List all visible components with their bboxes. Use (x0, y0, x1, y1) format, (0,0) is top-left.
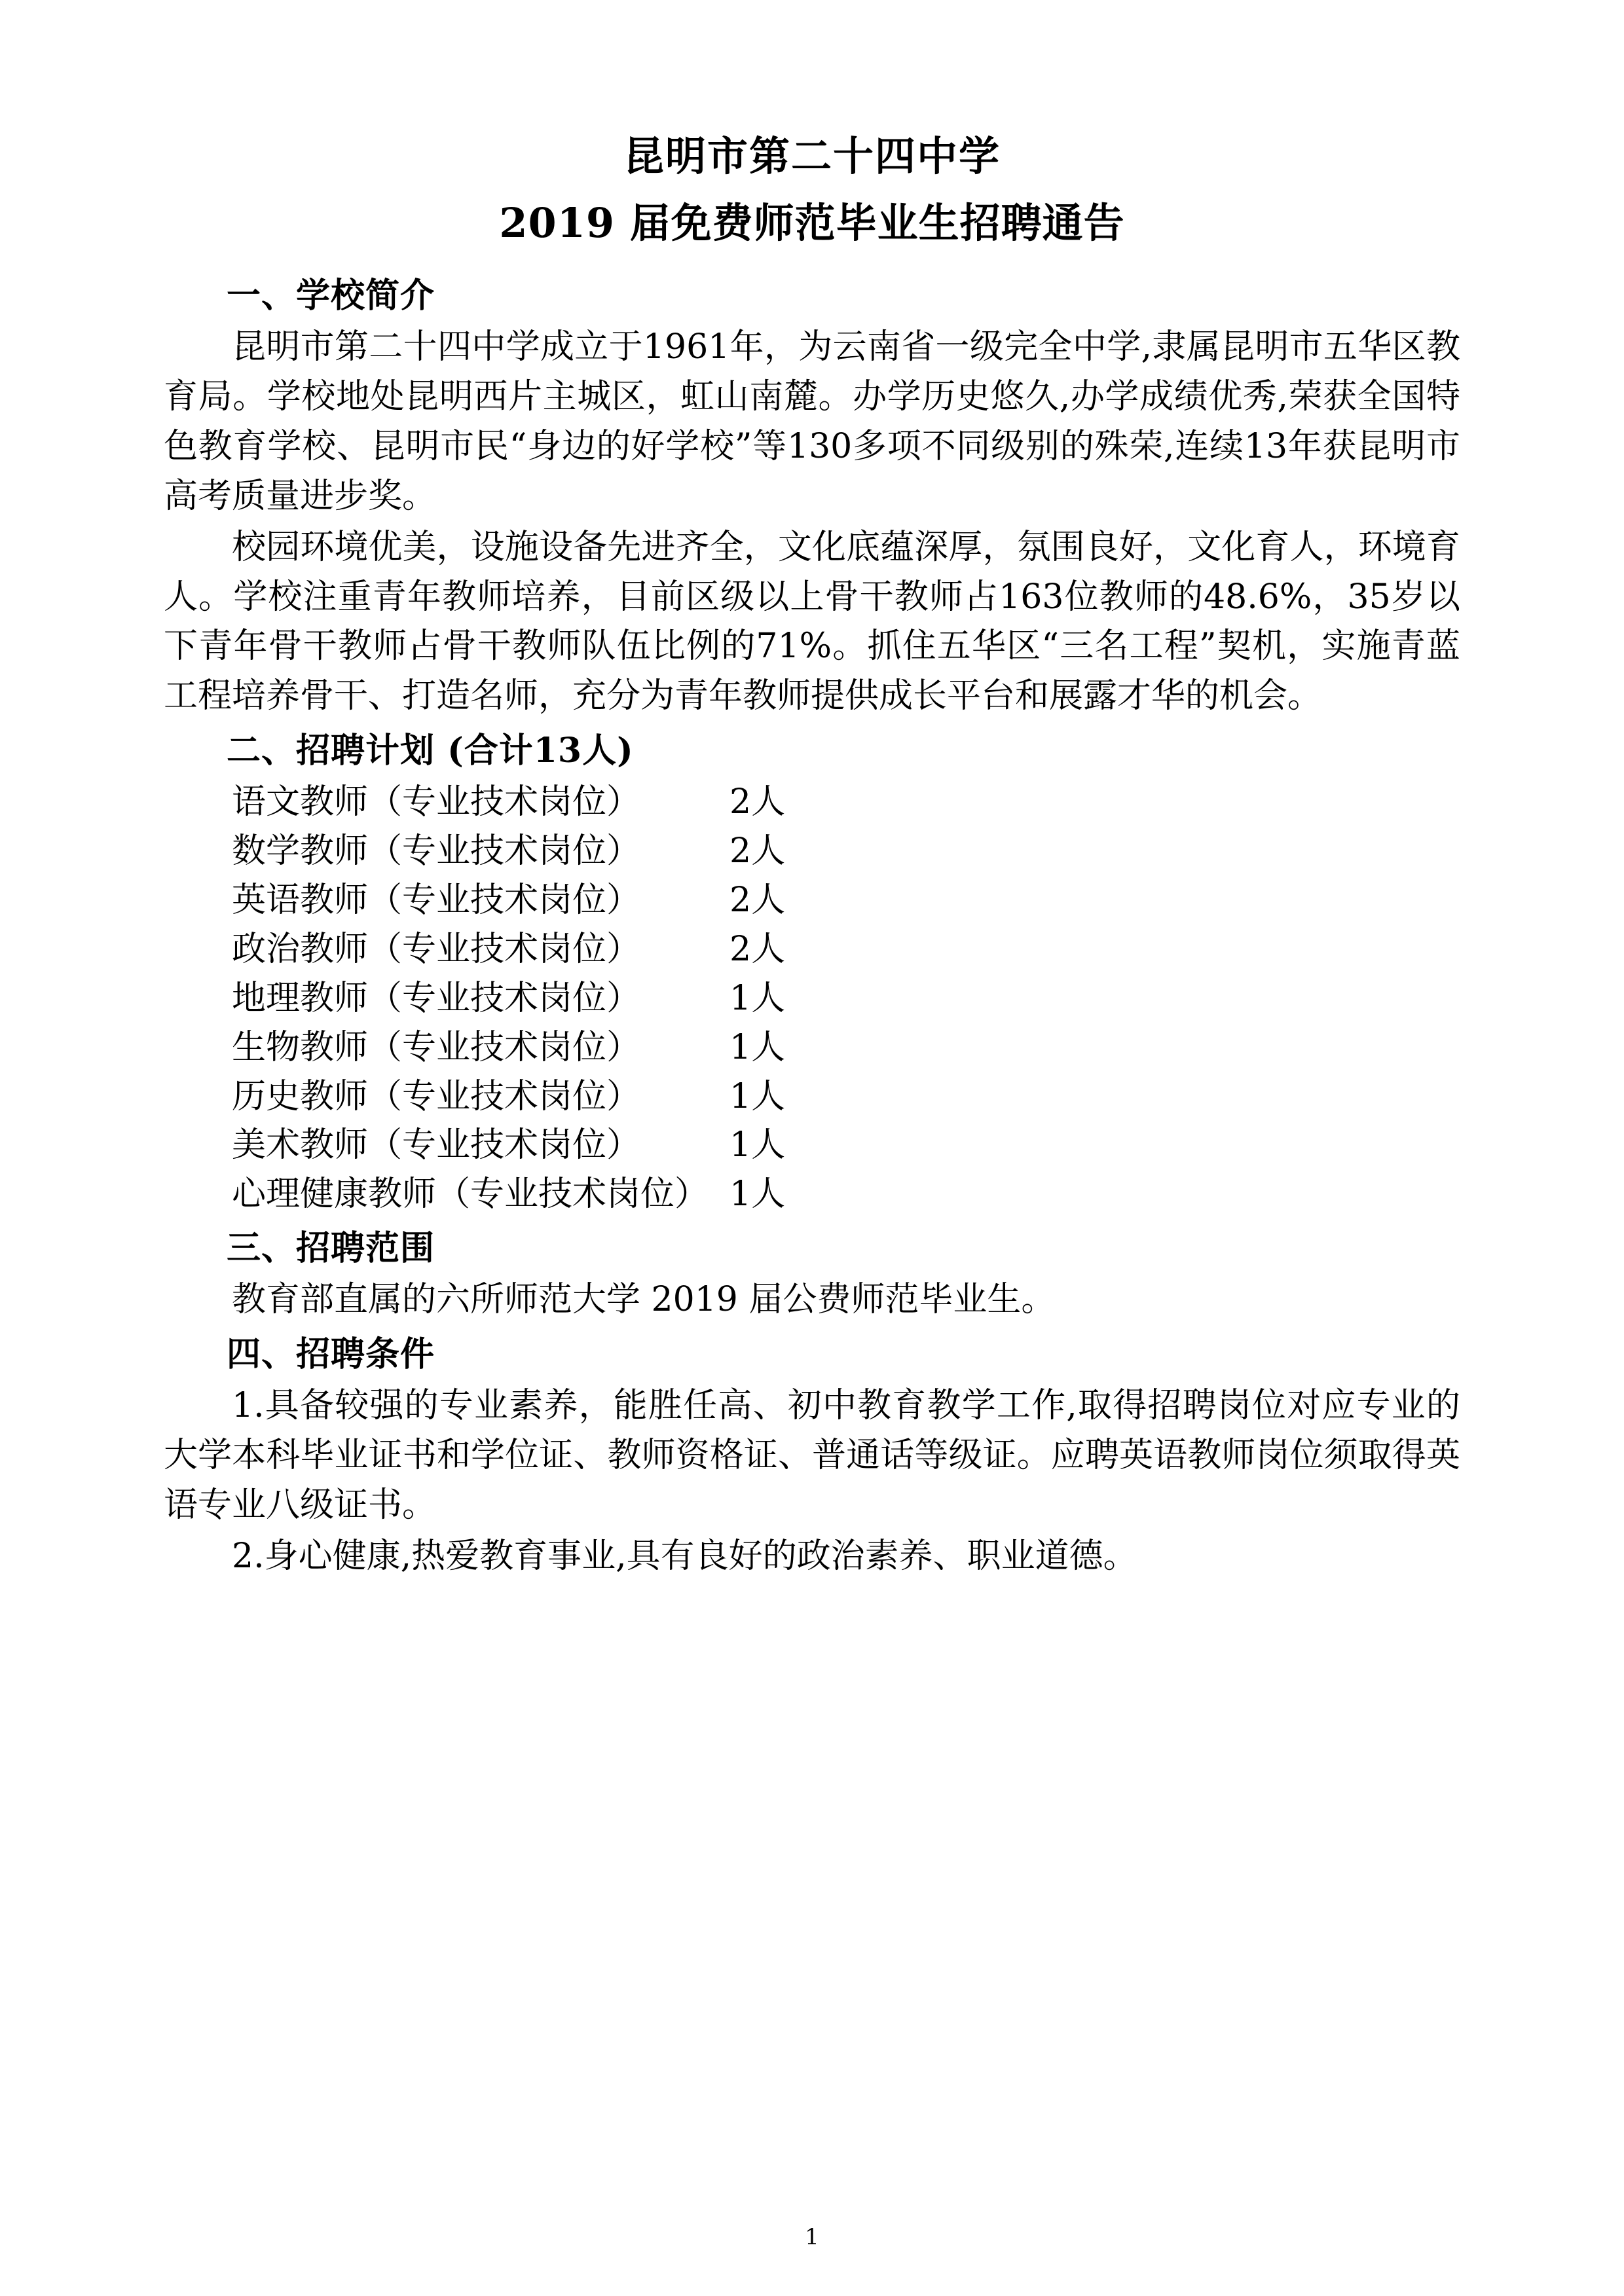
page-number: 1 (805, 2224, 819, 2250)
plan-position-name: 生物教师（专业技术岗位） (232, 1027, 641, 1067)
paragraph-school-intro-1: 昆明市第二十四中学成立于1961年，为云南省一级完全中学,隶属昆明市五华区教育局。学校地处昆明西片主城区，虹山南麓。办学历史悠久,办学成绩优秀,荣获全国特色教育学校、昆明市民“身边的好学校”等130多项不同级别的殊荣,连续13年获昆明市高考质量进步奖。 (164, 327, 1460, 516)
page-subtitle: 2019 届免费师范毕业生招聘通告 (499, 198, 1125, 247)
recruitment-plan-list (164, 778, 1460, 1219)
list-item (164, 876, 1460, 925)
plan-position-count: 2人 (729, 929, 786, 969)
plan-position-name: 心理健康教师（专业技术岗位） (232, 1175, 709, 1214)
plan-position-count: 2人 (729, 881, 786, 920)
section-heading-school-intro: 一、学校简介 (227, 276, 435, 316)
list-item (164, 974, 1460, 1023)
list-item (164, 925, 1460, 974)
plan-position-name: 地理教师（专业技术岗位） (232, 978, 641, 1018)
plan-position-name: 语文教师（专业技术岗位） (232, 782, 641, 822)
page-title: 昆明市第二十四中学 (623, 132, 1001, 180)
list-item (164, 1072, 1460, 1121)
plan-position-name: 数学教师（专业技术岗位） (232, 831, 641, 871)
plan-position-count: 1人 (729, 1175, 786, 1214)
section-heading-recruitment-requirements: 四、招聘条件 (227, 1334, 435, 1375)
plan-position-name: 历史教师（专业技术岗位） (232, 1076, 641, 1116)
plan-position-name: 政治教师（专业技术岗位） (232, 929, 641, 969)
plan-position-count: 1人 (729, 1125, 786, 1165)
paragraph-requirement-1: 1.具备较强的专业素养，能胜任高、初中教育教学工作,取得招聘岗位对应专业的大学本科毕业证书和学位证、教师资格证、普通话等级证。应聘英语教师岗位须取得英语专业八级证书。 (164, 1386, 1460, 1525)
paragraph-requirement-2: 2.身心健康,热爱教育事业,具有良好的政治素养、职业道德。 (232, 1536, 1137, 1576)
plan-position-name: 美术教师（专业技术岗位） (232, 1125, 641, 1165)
paragraph-school-intro-2: 校园环境优美，设施设备先进齐全，文化底蕴深厚，氛围良好，文化育人，环境育人。学校注重青年教师培养，目前区级以上骨干教师占163位教师的48.6%，35岁以下青年骨干教师占骨干教师队伍比例的71%。抓住五华区“三名工程”契机，实施青蓝工程培养骨干、打造名师，充分为青年教师提供成长平台和展露才华的机会。 (164, 527, 1460, 716)
plan-position-count: 1人 (729, 1027, 786, 1067)
plan-position-count: 2人 (729, 831, 786, 871)
list-item (164, 1121, 1460, 1170)
section-heading-recruitment-plan: 二、招聘计划 (合计13人) (227, 731, 634, 771)
list-item (164, 1023, 1460, 1072)
plan-position-name: 英语教师（专业技术岗位） (232, 881, 641, 920)
section-heading-recruitment-scope: 三、招聘范围 (227, 1228, 435, 1269)
list-item (164, 778, 1460, 827)
list-item (164, 827, 1460, 876)
plan-position-count: 1人 (729, 978, 786, 1018)
plan-position-count: 2人 (729, 782, 786, 822)
plan-position-count: 1人 (729, 1076, 786, 1116)
paragraph-recruitment-scope: 教育部直属的六所师范大学 2019 届公费师范毕业生。 (232, 1280, 1056, 1320)
list-item (164, 1170, 1460, 1219)
